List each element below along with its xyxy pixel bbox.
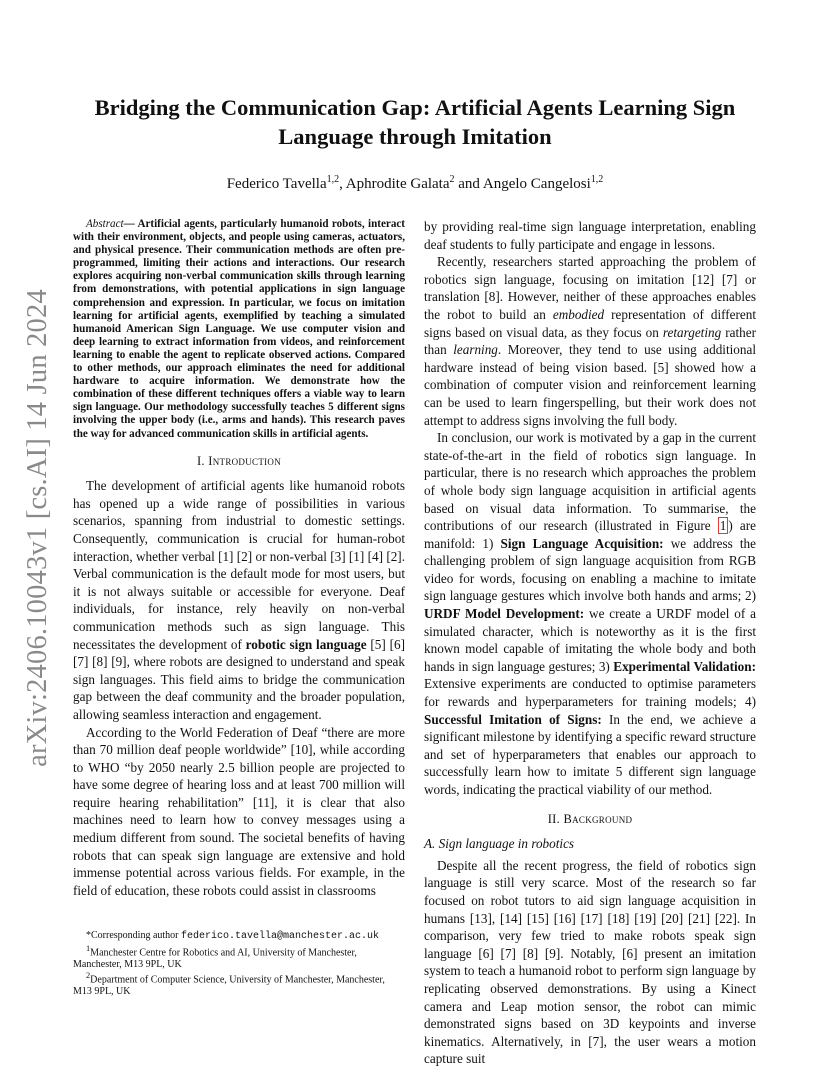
author-1-affil: 1,2: [326, 174, 340, 185]
footnote-corresponding: [73, 930, 405, 943]
abstract: [73, 218, 405, 441]
right-paragraph-2: [424, 429, 756, 798]
paper-title: Bridging the Communication Gap: Artificial Agents Learning Sign Language through Imitation: [94, 95, 736, 149]
left-column: [73, 218, 405, 899]
rp2-f: In the end, we achieve a significant milestone by identifying a specific reward structure and set of hyperparameters that enables our approach to successfully learn how to imitate 5 different sign language words, indicating the practical viability of our method.: [424, 711, 756, 797]
intro-paragraph-2: According to the World Federation of Deaf “there are more than 70 million deaf people worldwide” [10], while according to WHO “by 2050 nearly 2.5 billion people are projected to have some degree of hearing loss and at least 700 million will require hearing rehabilitation” [11], it is clear that also machines need to learn how to convey messages using a medium different from sound. The societal benefits of having robots that can speak sign language are extensive and hold immense potential across various fields. For example, in the field of education, these robots could assist in classrooms: [73, 724, 405, 898]
rp1-em-embodied: embodied: [552, 306, 605, 322]
corresponding-email: federico.tavella@manchester.ac.uk: [181, 931, 380, 942]
rp1-em-learning: learning: [453, 342, 498, 358]
background-paragraph-1: Despite all the recent progress, the field of robotics sign language is still very scarce. Most of the research so far focused on robot tutors to aid sign language acquisition in humans [13], [14] [15] [16] [17] [18] [19] [20] [21] [22]. In comparison, very few tried to make robots speak sign language [6] [7] [8] [9]. Notably, [6] present an imitation system to teach a humanoid robot to perform sign language by replicating observed demonstrations. By using a Kinect camera and Leap motion sensor, the robot can mimic demonstrated signs based on 3D keypoints and inverse kinematics. Alternatively, in [7], the user wears a motion capture suit: [424, 857, 756, 1067]
rp2-e: Extensive experiments are conducted to optimise parameters for rewards and hyperparameters for training models; 4): [424, 676, 756, 710]
rp1-d: . Moreover, they tend to use using additional hardware instead of being vision based. [5] showed how a combination of computer vision and reinforcement learning can be used to learn fingerspelling, but their work does not attempt to address signs involving the full body.: [424, 342, 756, 428]
author-2: Aphrodite Galata: [345, 176, 450, 192]
author-2-affil: 2: [449, 174, 455, 185]
author-line: Federico Tavella$^{1,2}$, Aphrodite Galata$^2$ and Angelo Cangelosi$^{1,2}$: [226, 174, 604, 192]
rp1-em-retargeting: retargeting: [662, 324, 722, 340]
rp2-a: In conclusion, our work is motivated by a gap in the current state-of-the-art in the field of robotics sign language. In particular, there is no research which approaches the problem of whole body sign language acquisition in artificial agents based on visual data information. To summarise, the contributions of our research (illustrated in Figure: [424, 430, 756, 534]
abstract-lead: Abstract: [86, 218, 124, 230]
section-heading-background: II. Background: [547, 811, 633, 826]
right-column: [424, 218, 756, 1068]
intro-p1-text-a: The development of artificial agents like humanoid robots has opened up a wide range of possibilities in various scenarios, spanning from industrial to domestic settings. Consequently, communication is crucial for human-robot interaction, whether verbal [1] [2] or non-verbal [3] [1] [4] [2]. Verbal communication is the default mode for most users, but it is not always suitable or accessible for everyone. Deaf individuals, for instance, rely heavily on non-verbal communication methods such as sign language. This necessitates the development of: [73, 478, 405, 652]
right-paragraph-0: by providing real-time sign language interpretation, enabling deaf students to fully participate and engage in lessons.: [424, 219, 756, 252]
rp2-bold-4: Successful Imitation of Signs:: [424, 711, 602, 727]
rp2-bold-3: Experimental Validation:: [613, 658, 756, 674]
author-3-affil: 1,2: [590, 174, 604, 185]
abstract-text: — Artificial agents, particularly humanoid robots, interact with their environment, objects, and people using cameras, actuators, and physical presence. Their communication methods are often pre-programmed, limiting their actions and interactions. Our research explores acquiring non-verbal communication skills through learning from demonstrations, with potential applications in sign language comprehension and expression. In particular, we focus on imitation learning for artificial agents, exemplified by teaching a simulated humanoid American Sign Language. We use computer vision and deep learning to extract information from videos, and reinforcement learning to enable the agent to replicate observed actions. Compared to other methods, our approach eliminates the need for additional hardware to acquire information. We demonstrate how the combination of these different techniques offers a viable way to learn sign language. Our methodology successfully teaches 5 different signs involving the upper body (i.e., arms and hands). This research paves the way for advanced communication skills in artificial agents.: [73, 218, 405, 440]
rp2-d: we create a URDF model of a simulated character, which is noteworthy as it is the first known model capable of imitating the whole body and both hands in sign language gestures; 3): [424, 606, 756, 674]
arxiv-stamp: [18, 289, 58, 767]
footnote-1: [73, 943, 405, 971]
rp1-a: Recently, researchers started approaching the problem of robotics sign language, focusing on imitation [12] [7] or translation [8]. However, neither of these approaches enables the robot to build an: [424, 254, 756, 322]
arxiv-stamp-text: arXiv:2406.10043v1 [cs.AI] 14 Jun 2024: [22, 289, 53, 767]
author-3: Angelo Cangelosi: [482, 176, 591, 192]
rp2-b: ) are manifold: 1): [424, 518, 756, 551]
footnote-2: [73, 970, 405, 998]
footnote-2-mark: 2: [86, 971, 91, 981]
footnote-1-text: Manchester Centre for Robotics and AI, University of Manchester, Manchester, M13 9PL, UK: [73, 946, 357, 970]
rp1-b: representation of different signs based on visual data, as they focus on: [424, 306, 757, 340]
intro-p1-bold: robotic sign language: [245, 636, 367, 652]
corresponding-label: *Corresponding author: [86, 930, 179, 941]
intro-p1-text-b: [5] [6] [7] [8] [9], where robots are designed to understand and speak sign languages. This field aims to bridge the communication gap between the deaf community and the broader population, allowing seamless interaction and engagement.: [73, 636, 405, 722]
intro-paragraph-1: [73, 477, 405, 723]
right-paragraph-1: [424, 253, 756, 429]
author-conjunction: and: [458, 176, 480, 192]
rp1-c: rather than: [424, 324, 756, 358]
footnote-2-text: Department of Computer Science, University of Manchester, Manchester, M13 9PL, UK: [73, 974, 385, 998]
figure-1-link[interactable]: 1: [719, 518, 727, 534]
author-1: Federico Tavella: [226, 176, 327, 192]
rp2-bold-1: Sign Language Acquisition:: [500, 535, 664, 551]
rp2-bold-2: URDF Model Development:: [424, 606, 585, 622]
footnote-1-mark: 1: [86, 943, 91, 953]
footnotes: [73, 930, 405, 998]
subsection-heading-sign-language: A. Sign language in robotics: [424, 836, 575, 852]
section-heading-introduction: I. Introduction: [196, 453, 282, 468]
rp2-c: we address the challenging problem of sign language acquisition from RGB video for words, focusing on enabling a machine to imitate sign language gestures which involve both hands and arms; 2): [424, 535, 756, 604]
